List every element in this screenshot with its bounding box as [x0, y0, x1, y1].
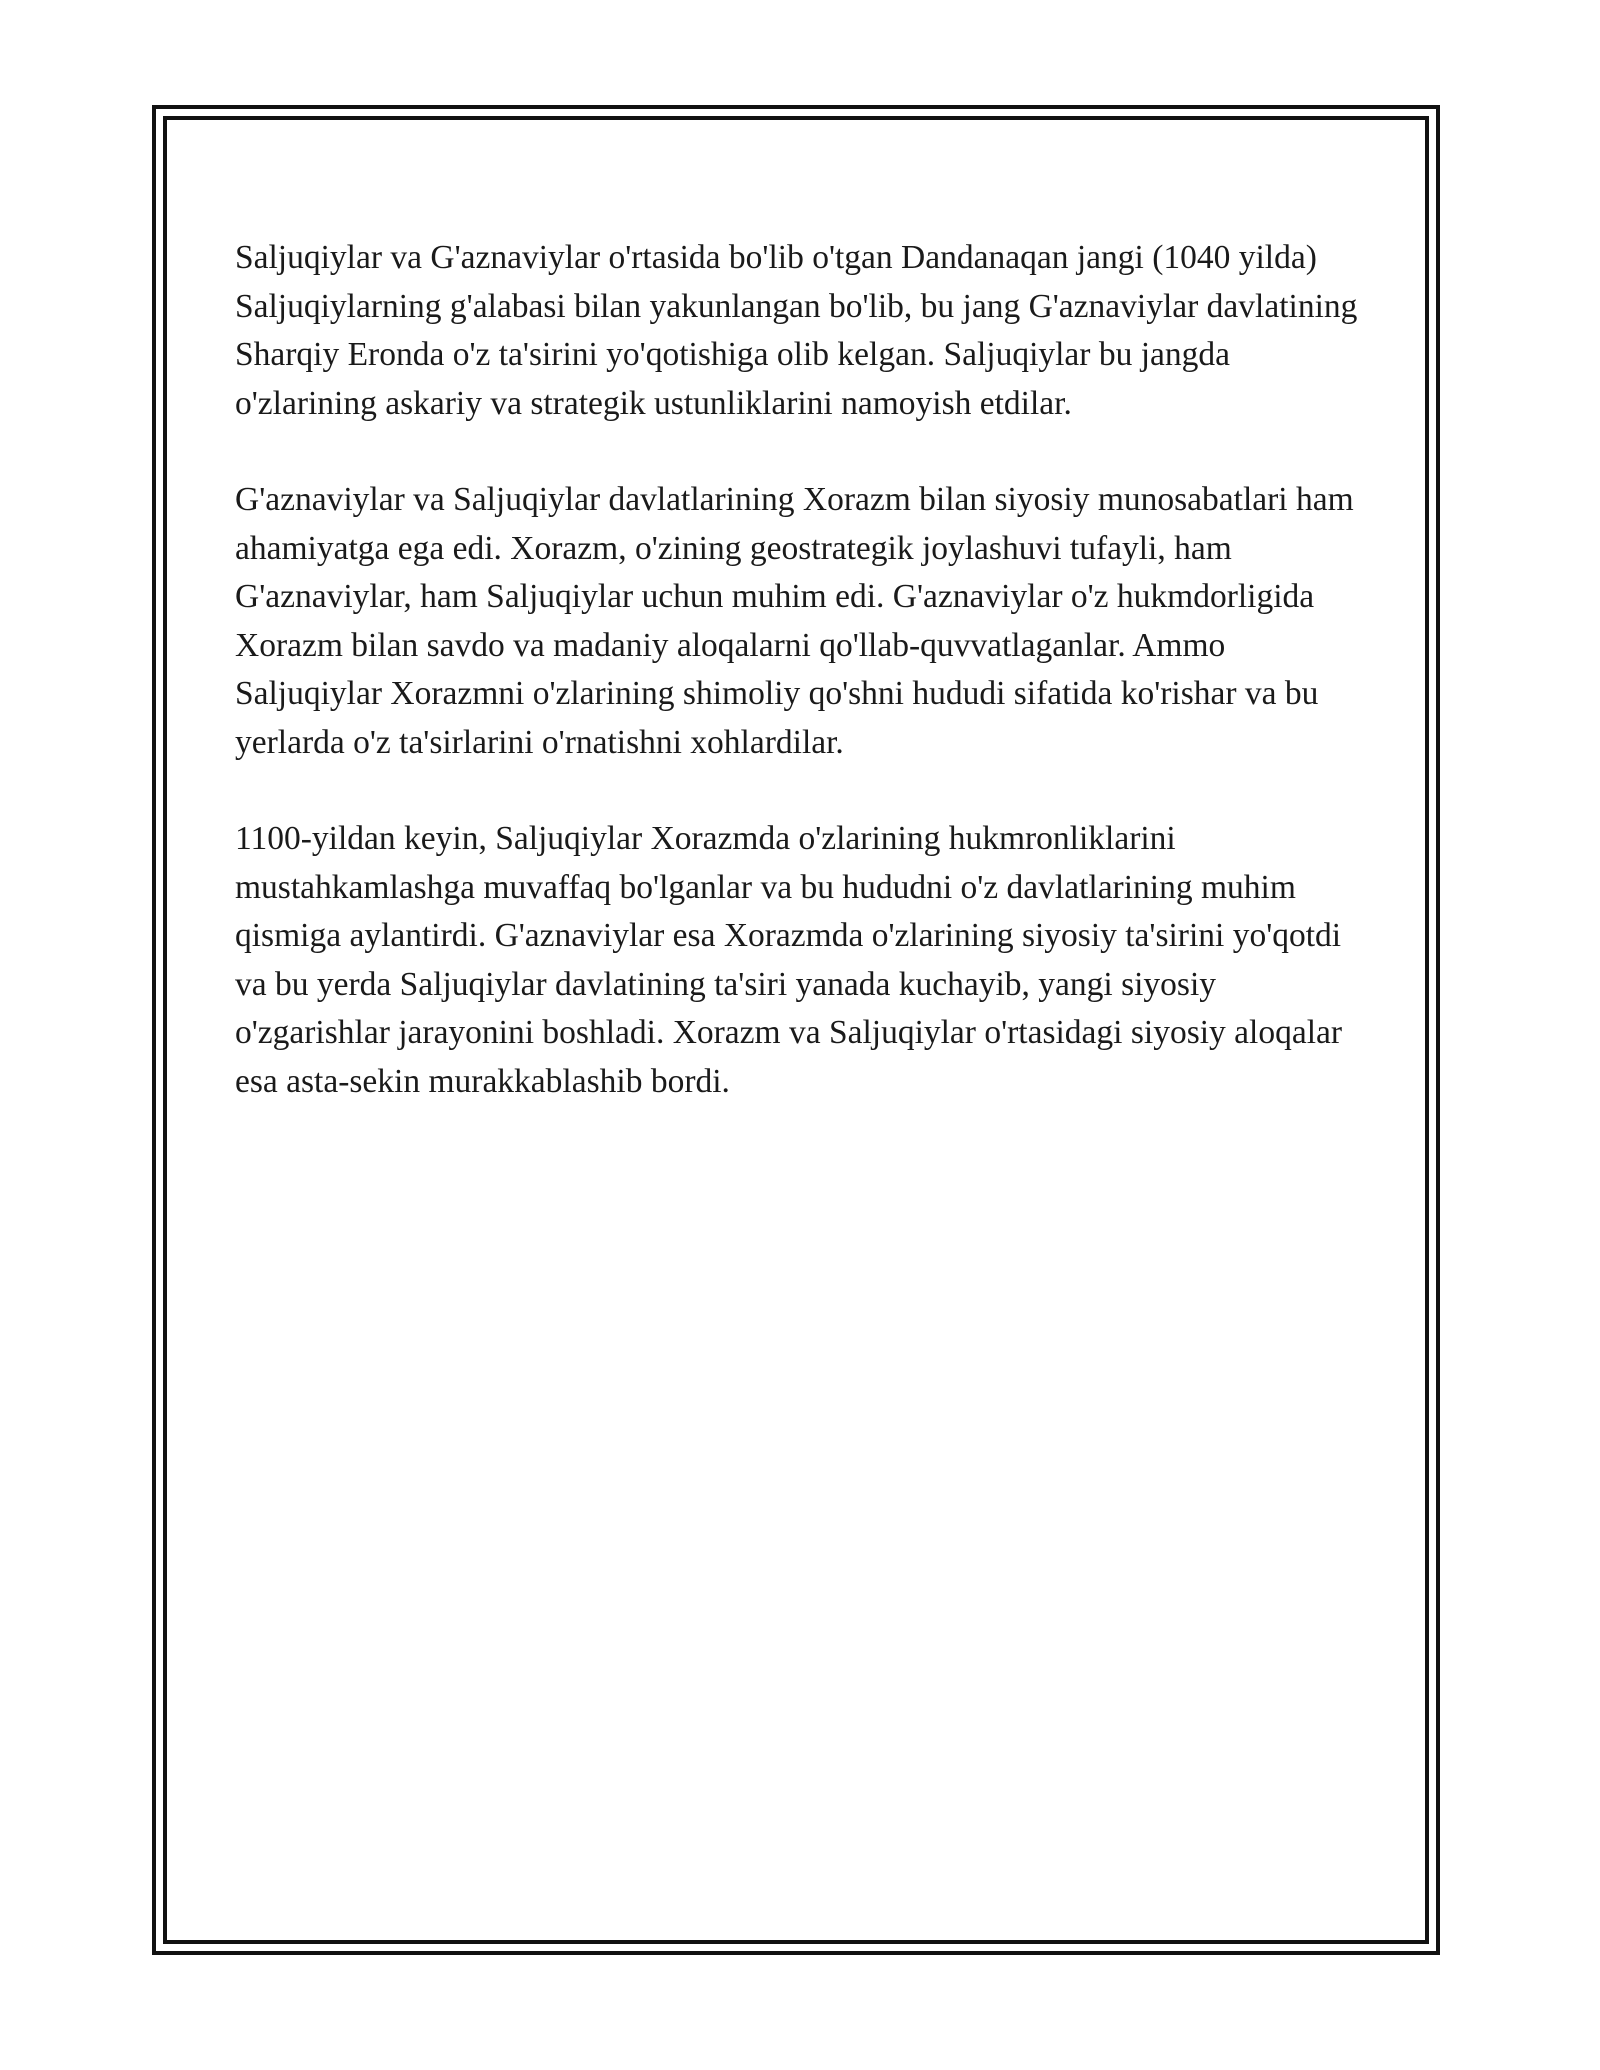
document-body — [235, 234, 1365, 1154]
paragraph-2: G'aznaviylar va Saljuqiylar davlatlarining Xorazm bilan siyosiy munosabatlari ham ahamiyatga ega edi. Xorazm, o'zining geostrategik joylashuvi tufayli, ham G'aznaviylar, ham Saljuqiylar uchun muhim edi. G'aznaviylar o'z hukmdorligida Xorazm bilan savdo va madaniy aloqalarni qo'llab-quvvatlaganlar. Ammo Saljuqiylar Xorazmni o'zlarining shimoliy qo'shni hududi sifatida ko'rishar va bu yerlarda o'z ta'sirlarini o'rnatishni xohlardilar. — [235, 481, 1354, 761]
paragraph-1: Saljuqiylar va G'aznaviylar o'rtasida bo'lib o'tgan Dandanaqan jangi (1040 yilda) Saljuqiylarning g'alabasi bilan yakunlangan bo'lib, bu jang G'aznaviylar davlatining Sharqiy Eronda o'z ta'sirini yo'qotishiga olib kelgan. Saljuqiylar bu jangda o'zlarining askariy va strategik ustunliklarini namoyish etdilar. — [235, 239, 1358, 422]
paragraph-3: 1100-yildan keyin, Saljuqiylar Xorazmda o'zlarining hukmronliklarini mustahkamlashga muvaffaq bo'lganlar va bu hududni o'z davlatlarining muhim qismiga aylantirdi. G'aznaviylar esa Xorazmda o'zlarining siyosiy ta'sirini yo'qotdi va bu yerda Saljuqiylar davlatining ta'siri yanada kuchayib, yangi siyosiy o'zgarishlar jarayonini boshladi. Xorazm va Saljuqiylar o'rtasidagi siyosiy aloqalar esa asta-sekin murakkablashib bordi. — [235, 820, 1343, 1100]
